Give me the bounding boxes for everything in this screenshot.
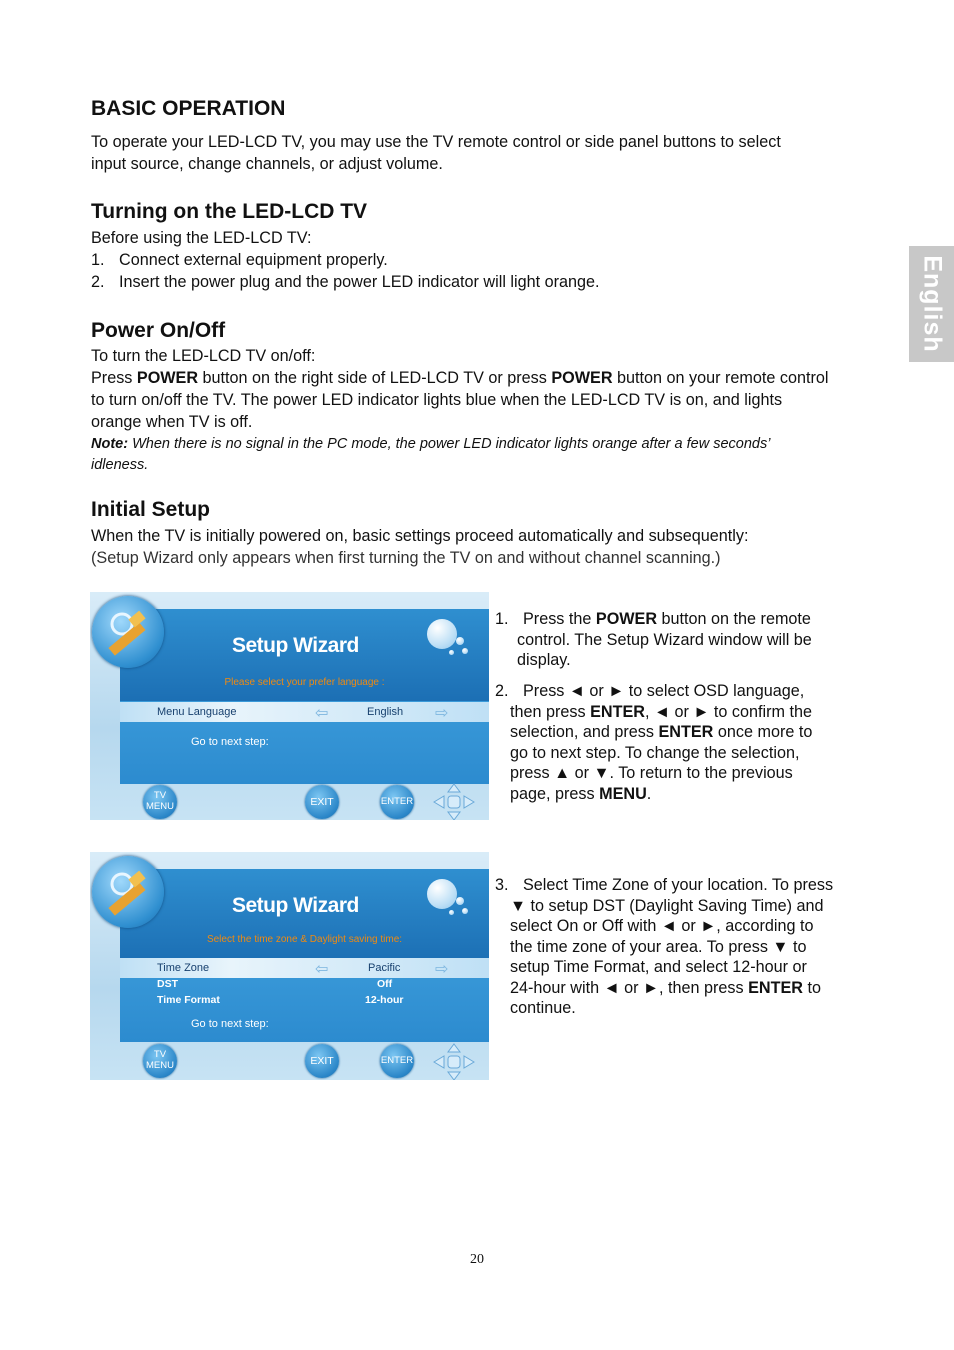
wizard-title: Setup Wizard xyxy=(232,894,359,917)
dpad-arrows-icon[interactable] xyxy=(432,1042,476,1080)
bubble-icon xyxy=(456,897,464,905)
exit-button[interactable]: EXIT xyxy=(305,1044,339,1078)
tv-menu-button[interactable]: TV MENU xyxy=(143,1044,177,1078)
power-intro: To turn the LED-LCD TV on/off: xyxy=(91,347,316,365)
note-text: When there is no signal in the PC mode, the power LED indicator lights orange after a few seconds’ xyxy=(128,436,771,452)
power-note xyxy=(91,434,901,476)
page-number: 20 xyxy=(470,1252,484,1267)
bubble-icon xyxy=(456,637,464,645)
menu-language-row[interactable] xyxy=(120,702,489,722)
satellite-globe-icon xyxy=(92,856,164,928)
go-to-next-step: Go to next step: xyxy=(191,1018,269,1030)
turning-on-intro: Before using the LED-LCD TV: xyxy=(91,229,312,247)
basic-operation-heading: BASIC OPERATION xyxy=(91,97,286,120)
list-item: 1. Connect external equipment properly. xyxy=(91,251,388,269)
basic-operation-line-1: To operate your LED-LCD TV, you may use the TV remote control or side panel buttons to select xyxy=(91,133,781,151)
satellite-globe-icon xyxy=(92,596,164,668)
bubble-icon xyxy=(427,619,457,649)
left-arrow-icon[interactable]: ⇦ xyxy=(315,705,329,722)
bubble-icon xyxy=(449,650,454,655)
time-zone-value: Pacific xyxy=(368,962,401,974)
dst-label[interactable]: DST xyxy=(157,978,178,990)
list-item: 2. Insert the power plug and the power LED indicator will light orange. xyxy=(91,273,600,291)
step-1: 1. Press the POWER button on the remote control. The Setup Wizard window will be display. xyxy=(495,610,812,669)
tv-menu-button[interactable]: TV MENU xyxy=(143,785,177,819)
bubble-icon xyxy=(427,879,457,909)
step-2: 2. Press ◄ or ► to select OSD language, then press ENTER, ◄ or ► to confirm the selection, and press ENTER once more to go to next step. To change the selection, press ▲ or ▼. To return to the previous page, press MENU. xyxy=(495,682,813,803)
enter-button[interactable]: ENTER xyxy=(380,785,414,819)
initial-setup-text xyxy=(91,525,901,569)
wizard-title: Setup Wizard xyxy=(232,634,359,657)
turning-on-heading: Turning on the LED-LCD TV xyxy=(91,200,368,223)
dst-value: Off xyxy=(377,978,393,990)
initial-setup-line-2: (Setup Wizard only appears when first turning the TV on and without channel scanning.) xyxy=(91,549,721,567)
menu-language-label: Menu Language xyxy=(157,706,237,718)
bubble-icon xyxy=(462,648,468,654)
initial-setup-line-1: When the TV is initially powered on, basic settings proceed automatically and subsequently: xyxy=(91,527,749,545)
language-tab-label: English xyxy=(918,255,946,353)
dpad-arrows-icon[interactable] xyxy=(432,782,476,820)
go-to-next-step: Go to next step: xyxy=(191,736,269,748)
basic-operation-line-2: input source, change channels, or adjust volume. xyxy=(91,155,443,173)
power-section xyxy=(91,345,906,433)
step-3: 3. Select Time Zone of your location. To press ▼ to setup DST (Daylight Saving Time) and select On or Off with ◄ or ►, according to the time zone of your area. To press ▼ to setup Time Format, and select 12-hour or 24-hour with ◄ or ►, then press ENTER to continue. xyxy=(495,876,834,1017)
exit-button[interactable]: EXIT xyxy=(305,785,339,819)
initial-setup-heading: Initial Setup xyxy=(91,498,211,521)
power-line-2: to turn on/off the TV. The power LED indicator lights blue when the LED-LCD TV is on, and lights xyxy=(91,391,783,409)
setup-wizard-screen-language xyxy=(90,592,489,820)
power-heading: Power On/Off xyxy=(91,319,226,342)
bubble-icon xyxy=(449,910,454,915)
time-zone-label: Time Zone xyxy=(157,962,210,974)
enter-button[interactable]: ENTER xyxy=(380,1044,414,1078)
menu-language-value: English xyxy=(367,706,404,718)
left-arrow-icon[interactable]: ⇦ xyxy=(315,961,329,978)
time-format-value: 12-hour xyxy=(365,994,404,1006)
right-arrow-icon[interactable]: ⇨ xyxy=(435,961,449,978)
time-format-label[interactable]: Time Format xyxy=(157,994,220,1006)
setup-wizard-screen-timezone xyxy=(90,852,489,1080)
note-line-2: idleness. xyxy=(91,457,149,473)
wizard-prompt: Select the time zone & Daylight saving time: xyxy=(206,934,403,945)
time-zone-row[interactable] xyxy=(120,958,489,978)
basic-operation-text xyxy=(91,131,901,175)
power-line-1: Press POWER button on the right side of LED-LCD TV or press POWER button on your remote control xyxy=(91,369,829,387)
bubble-icon xyxy=(462,908,468,914)
right-arrow-icon[interactable]: ⇨ xyxy=(435,705,449,722)
wizard-prompt: Please select your prefer language : xyxy=(224,677,385,688)
note-label: Note: xyxy=(91,436,129,452)
power-line-3: orange when TV is off. xyxy=(91,413,253,431)
language-side-tab xyxy=(909,246,954,362)
turning-on-section xyxy=(91,227,901,293)
